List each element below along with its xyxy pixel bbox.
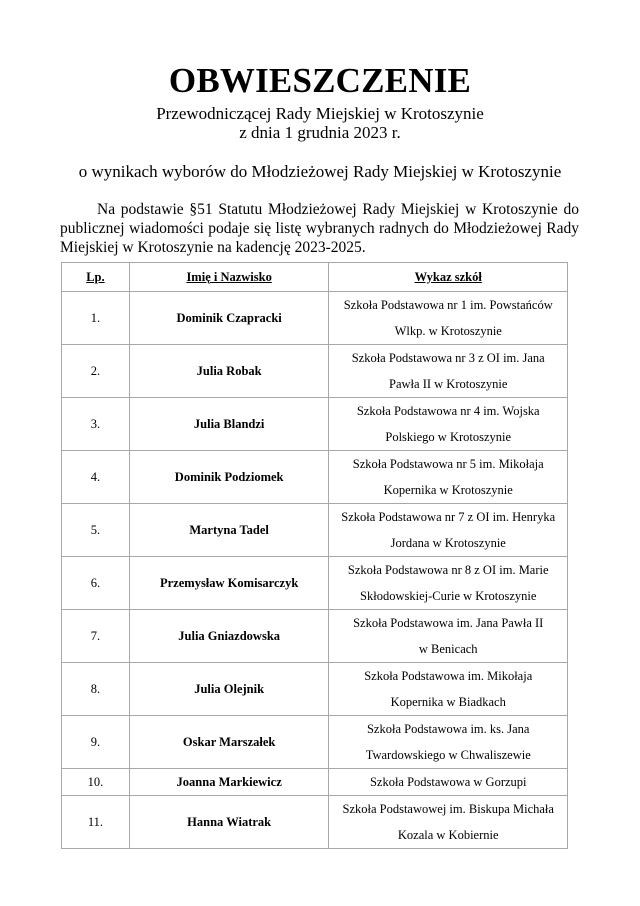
table-row	[62, 663, 568, 716]
table-row	[62, 610, 568, 663]
school-line-1: Szkoła Podstawowa nr 3 z OI im. Jana	[351, 351, 545, 365]
table-row	[62, 345, 568, 398]
row-name: Hanna Wiatrak	[129, 796, 329, 849]
row-lp: 11.	[62, 796, 130, 849]
row-school	[329, 451, 568, 504]
table-row	[62, 398, 568, 451]
row-name: Julia Robak	[129, 345, 329, 398]
school-line-1: Szkoła Podstawowa im. Mikołaja	[364, 669, 533, 683]
school-line-1: Szkoła Podstawowa im. Jana Pawła II	[353, 616, 544, 630]
header-school: Wykaz szkół	[329, 263, 568, 292]
document-subtitle-date: z dnia 1 grudnia 2023 r.	[239, 123, 401, 142]
row-lp: 2.	[62, 345, 130, 398]
row-lp: 4.	[62, 451, 130, 504]
school-line-1: Szkoła Podstawowej im. Biskupa Michała	[342, 802, 554, 816]
school-line-2: Kopernika w Krotoszynie	[383, 483, 513, 497]
school-line-1: Szkoła Podstawowa nr 7 z OI im. Henryka	[341, 510, 556, 524]
school-line-1: Szkoła Podstawowa nr 8 z OI im. Marie	[347, 563, 549, 577]
row-lp: 10.	[62, 769, 130, 796]
row-name: Julia Gniazdowska	[129, 610, 329, 663]
document-subtitle-issuer: Przewodniczącej Rady Miejskiej w Krotoszynie	[156, 104, 484, 123]
header-lp: Lp.	[62, 263, 130, 292]
document-title: OBWIESZCZENIE	[168, 61, 472, 100]
school-line-2: Wlkp. w Krotoszynie	[394, 324, 502, 338]
row-name: Martyna Tadel	[129, 504, 329, 557]
table-row	[62, 292, 568, 345]
row-school	[329, 769, 568, 796]
table-row	[62, 451, 568, 504]
school-line-2: Kopernika w Biadkach	[390, 695, 506, 709]
row-lp: 1.	[62, 292, 130, 345]
row-name: Dominik Czapracki	[129, 292, 329, 345]
school-line-2: Twardowskiego w Chwaliszewie	[365, 748, 531, 762]
school-line-2: Polskiego w Krotoszynie	[385, 430, 512, 444]
row-name: Dominik Podziomek	[129, 451, 329, 504]
school-line-1: Szkoła Podstawowa nr 1 im. Powstańców	[343, 298, 553, 312]
school-line-2: Pawła II w Krotoszynie	[389, 377, 508, 391]
row-school	[329, 504, 568, 557]
table-header-row	[62, 263, 568, 292]
header-name: Imię i Nazwisko	[129, 263, 329, 292]
table-row	[62, 796, 568, 849]
row-school	[329, 557, 568, 610]
school-line-1: Szkoła Podstawowa im. ks. Jana	[366, 722, 530, 736]
councillors-table	[61, 262, 568, 849]
row-school	[329, 716, 568, 769]
row-school	[329, 345, 568, 398]
row-lp: 8.	[62, 663, 130, 716]
school-line-2: Skłodowskiej-Curie w Krotoszynie	[360, 589, 537, 603]
row-name: Oskar Marszałek	[129, 716, 329, 769]
row-lp: 7.	[62, 610, 130, 663]
school-line-1: Szkoła Podstawowa nr 5 im. Mikołaja	[352, 457, 544, 471]
school-line-1: Szkoła Podstawowa nr 4 im. Wojska	[356, 404, 540, 418]
row-lp: 6.	[62, 557, 130, 610]
table-row	[62, 716, 568, 769]
school-line-2: Kozala w Kobiernie	[397, 828, 499, 842]
document-heading: o wynikach wyborów do Młodzieżowej Rady Miejskiej w Krotoszynie	[78, 162, 562, 181]
table-row	[62, 769, 568, 796]
intro-paragraph: Na podstawie §51 Statutu Młodzieżowej Rady Miejskiej w Krotoszynie do publicznej wiadomości podaje się listę wybranych radnych do Młodzieżowej Rady Miejskiej w Krotoszynie na kadencję 2023-2025.	[60, 201, 579, 256]
row-school	[329, 796, 568, 849]
school-line-2: w Benicach	[418, 642, 478, 656]
row-lp: 3.	[62, 398, 130, 451]
row-school	[329, 292, 568, 345]
row-school	[329, 663, 568, 716]
row-school	[329, 610, 568, 663]
row-lp: 5.	[62, 504, 130, 557]
table-row	[62, 557, 568, 610]
row-lp: 9.	[62, 716, 130, 769]
row-name: Joanna Markiewicz	[129, 769, 329, 796]
row-name: Julia Olejnik	[129, 663, 329, 716]
row-name: Przemysław Komisarczyk	[129, 557, 329, 610]
school-line-1: Szkoła Podstawowa w Gorzupi	[369, 775, 527, 789]
school-line-2: Jordana w Krotoszynie	[390, 536, 506, 550]
row-name: Julia Blandzi	[129, 398, 329, 451]
table-row	[62, 504, 568, 557]
row-school	[329, 398, 568, 451]
